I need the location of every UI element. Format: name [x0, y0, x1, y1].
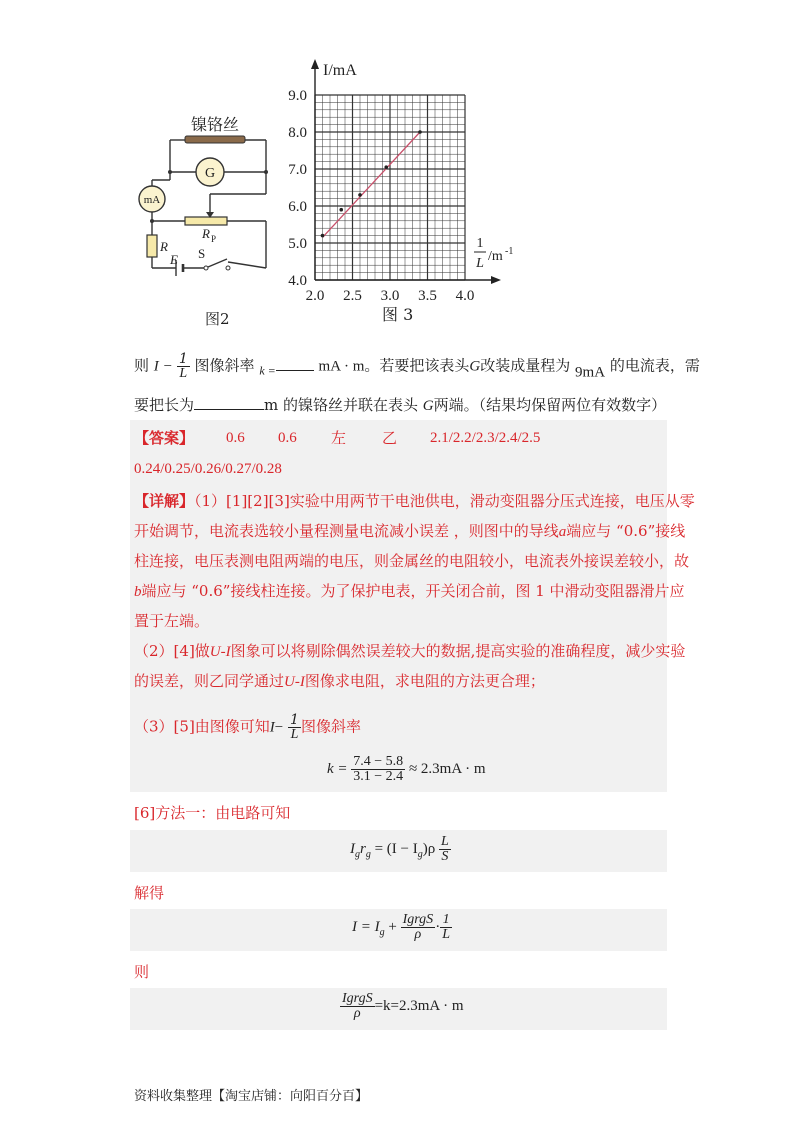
- x-tick-label: 3.0: [380, 288, 400, 304]
- footer-text: 资料收集整理【淘宝店铺：向阳百分百】: [134, 1089, 369, 1104]
- explanation-line: 开始调节，电流表选较小量程测量电流减小误差 ，则图中的导线a端应与 “0.6”接线: [134, 522, 686, 540]
- nichrome-wire-icon: [185, 136, 245, 143]
- explanation-tag: 【详解】: [134, 492, 195, 510]
- explanation-line: （2）[4]做U-I图象可以将剔除偶然误差较大的数据,提高实验的准确程度，减少实验: [134, 642, 686, 660]
- circuit-diagram: [130, 108, 280, 308]
- q-text: 则: [134, 356, 150, 375]
- emf-label: E: [170, 252, 178, 267]
- answer-tag: 【答案】: [134, 429, 195, 447]
- resistor-icon: [147, 235, 157, 257]
- explanation-line: 【详解】（1）[1][2][3]实验中用两节干电池供电，滑动变阻器分压式连接，电压从零: [134, 492, 695, 510]
- q-text: m 的镍铬丝并联在表头: [264, 396, 419, 414]
- answer-item: 0.6: [278, 430, 297, 446]
- slope-blank[interactable]: [276, 370, 314, 371]
- q-var-g: G: [469, 358, 481, 375]
- answer-item: 左: [331, 429, 347, 447]
- figure2-caption: 图2: [205, 310, 230, 328]
- i-vs-inverse-l-chart: [270, 55, 530, 330]
- x-axis-label-exp: -1: [505, 246, 514, 257]
- q-text: 。若要把该表头: [364, 356, 470, 375]
- x-axis-arrow-icon: [491, 276, 501, 284]
- q-text: 两端。（结果均保留两位有效数字）: [433, 396, 667, 414]
- answer-item: 2.1/2.2/2.3/2.4/2.5: [430, 430, 541, 446]
- answer-item: 乙: [382, 429, 398, 447]
- x-tick-label: 3.5: [418, 288, 437, 304]
- data-point: [339, 208, 343, 212]
- solve-label: 解得: [134, 884, 165, 902]
- method-label: [6]方法一：由电路可知: [134, 804, 291, 822]
- fit-line: [323, 132, 421, 237]
- formula-result: $\frac{\text{IgrgS}}{\rho}$ =k=2.3mA · m: [342, 991, 464, 1021]
- switch-icon: [208, 259, 227, 267]
- question-line-1: [134, 352, 700, 383]
- y-tick-label: 9.0: [288, 88, 307, 104]
- question-line-2: [134, 395, 666, 416]
- answer-item: 0.6: [226, 430, 245, 446]
- resistor-label: R: [160, 239, 168, 254]
- q-var-i: I: [153, 358, 159, 375]
- x-axis-label-num: 1: [476, 236, 484, 251]
- figure3-caption: 图 3: [382, 305, 414, 324]
- y-tick-label: 5.0: [288, 236, 307, 252]
- data-point: [358, 193, 362, 197]
- data-point: [384, 165, 388, 169]
- length-blank[interactable]: [194, 409, 264, 410]
- q-minus: −: [163, 358, 173, 375]
- q-k-sub: k =: [259, 363, 276, 378]
- q-text: 图像斜率: [194, 356, 255, 375]
- data-point: [418, 130, 422, 134]
- rheostat-icon: [185, 217, 227, 225]
- q-fraction: $\frac{1}{L}$: [178, 351, 188, 381]
- answer-line-2: 0.24/0.25/0.26/0.27/0.28: [134, 461, 282, 477]
- y-axis-label: I/mA: [323, 62, 357, 79]
- q-var-g: G: [422, 398, 434, 414]
- y-axis-arrow-icon: [311, 59, 319, 69]
- then-label: 则: [134, 963, 150, 981]
- x-tick-label: 4.0: [455, 288, 475, 304]
- q-unit: mA · m: [318, 358, 365, 375]
- rheostat-label: R: [202, 226, 210, 241]
- data-point: [321, 234, 325, 238]
- formula-slope: k = $\frac{7.4 - 5.8}{3.1 - 2.4}$ ≈ 2.3mA · m: [327, 754, 486, 784]
- explanation-line: 置于左端。: [134, 612, 210, 630]
- galvanometer-label: G: [204, 166, 216, 181]
- explanation-line: 柱连接，电压表测电阻两端的电压，则金属丝的电阻较小，电流表外接误差较小，故: [134, 552, 690, 570]
- rheostat-sub: P: [211, 234, 217, 244]
- explanation-line: b端应与 “0.6”接线柱连接。为了保护电表，开关闭合前，图 1 中滑动变阻器滑片应: [134, 582, 685, 600]
- formula-circuit: $I_gr_g = (I - I_g)\rho$ $\frac{L}{S}$: [350, 834, 449, 864]
- y-tick-label: 6.0: [288, 199, 307, 215]
- q-text: 改装成量程为: [480, 356, 571, 375]
- q-range: 9mA: [575, 364, 606, 381]
- x-axis-label-unit: /m: [488, 249, 503, 264]
- q-text: 要把长为: [134, 396, 195, 414]
- x-tick-label: 2.5: [343, 288, 362, 304]
- answer-line-1: [134, 428, 541, 448]
- nichrome-label: 镍铬丝: [190, 115, 240, 134]
- formula-solved: $I = I_g$ + $\frac{\text{IgrgS}}{\rho}$ · $\frac{1}{L}$: [352, 912, 450, 942]
- explanation-line: 的误差，则乙同学通过U-I图像求电阻，求电阻的方法更合理；: [134, 672, 545, 690]
- y-tick-label: 4.0: [288, 273, 307, 289]
- x-axis-label-den: L: [476, 256, 484, 271]
- q-text: 的电流表，需: [609, 356, 700, 375]
- explanation-line: （3）[5]由图像可知I− $\frac{1}{L}$ 图像斜率: [134, 712, 361, 742]
- x-tick-label: 2.0: [305, 288, 325, 304]
- switch-label: S: [198, 246, 206, 261]
- ammeter-label: mA: [143, 194, 161, 206]
- y-tick-label: 7.0: [288, 162, 307, 178]
- y-tick-label: 8.0: [288, 125, 307, 141]
